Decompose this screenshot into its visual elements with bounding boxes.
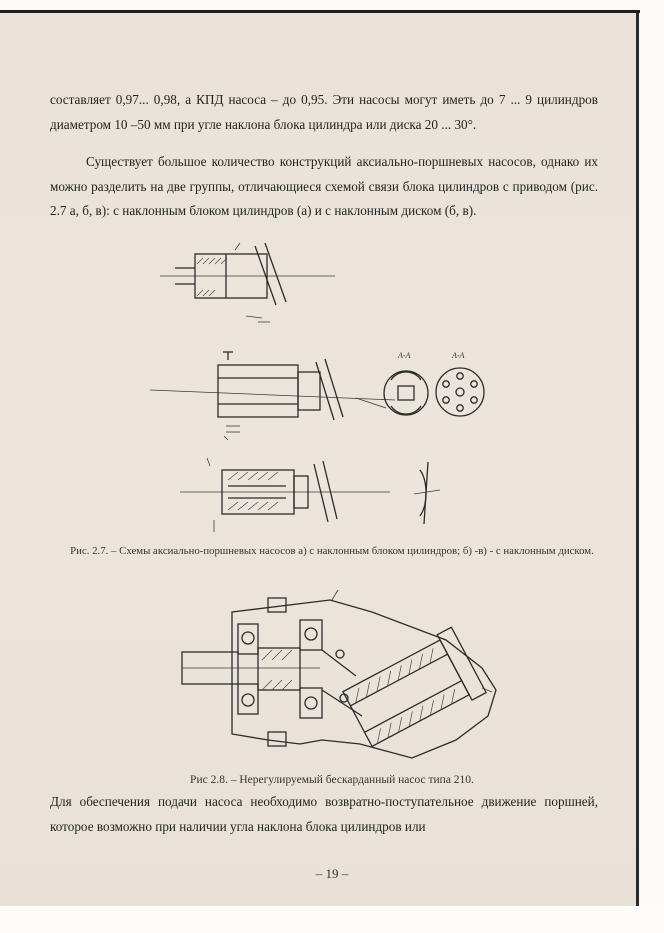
figure-2-7-caption: Рис. 2.7. – Схемы аксиально-поршневых насосов а) с наклонным блоком цилиндров; б) -в) - с наклонным диском. — [70, 545, 594, 557]
paragraph-1: составляет 0,97... 0,98, а КПД насоса – до 0,95. Эти насосы могут иметь до 7 ... 9 цилиндров диаметром 10 –50 мм при угле наклона блока цилиндра или диска 20 ... 30°. — [50, 92, 598, 132]
scan-bottom-margin — [0, 906, 664, 933]
paragraph-3: Для обеспечения подачи насоса необходимо возвратно-поступательное движение поршней, которое возможно при наличии угла наклона блока цилиндров или — [50, 794, 598, 834]
page-number: – 19 – — [315, 866, 349, 881]
figure-2-8-caption: Рис 2.8. – Нерегулируемый бескарданный насос типа 210. — [190, 774, 474, 786]
section-label-left: А-А — [398, 351, 411, 360]
section-label-right: А-А — [452, 351, 465, 360]
pump-cross-section — [182, 590, 496, 758]
paragraph-2: Существует большое количество конструкций аксиально-поршневых насосов, однако их можно разделить на две группы, отличающиеся схемой связи блока цилиндров с приводом (рис. 2.7 а, б, в): с наклонным блоком цилиндров (а) и с наклонным диском (б, в). — [50, 154, 598, 218]
